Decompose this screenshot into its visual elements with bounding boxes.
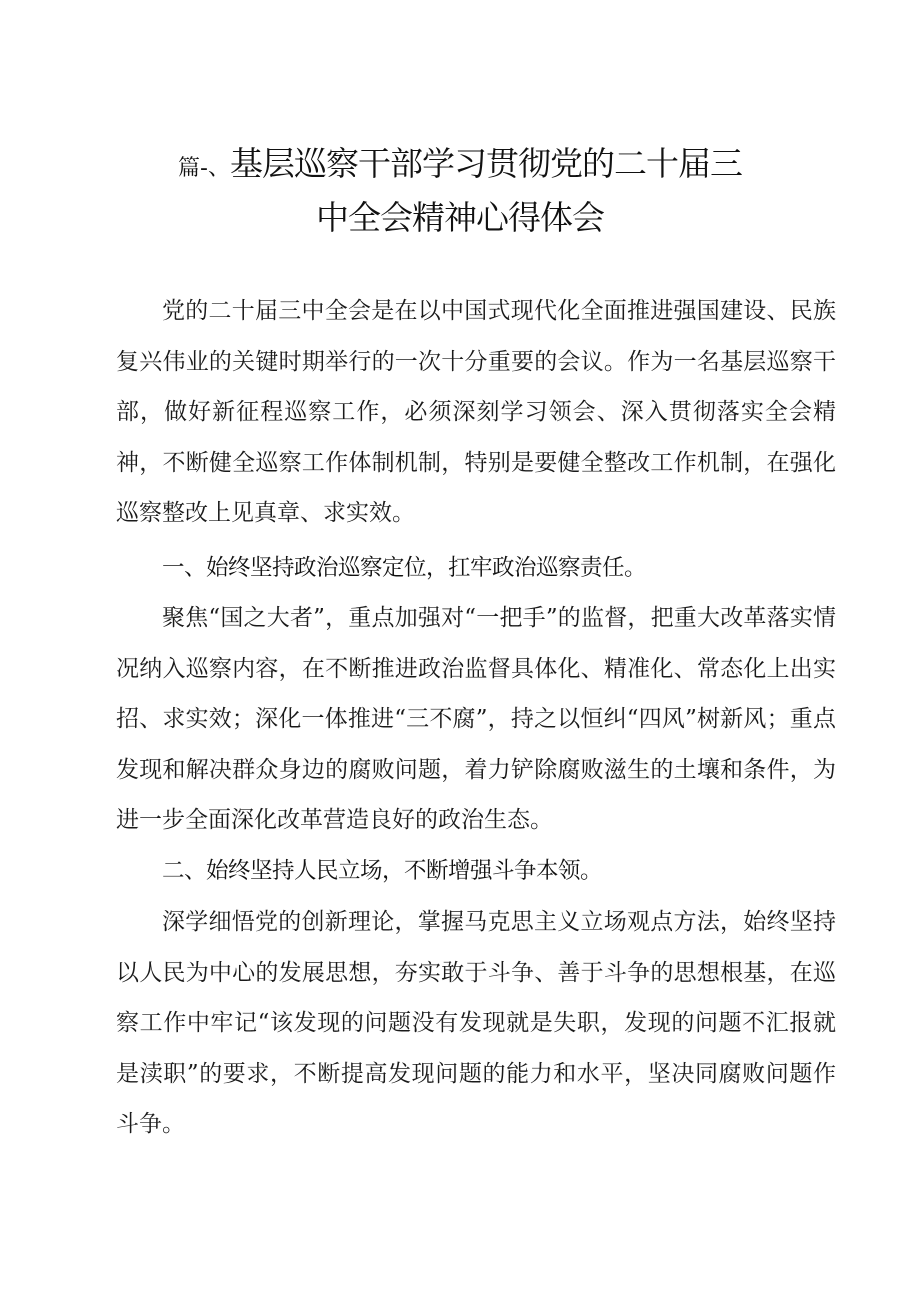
document-title-line-2: 中全会精神心得体会 <box>316 198 604 237</box>
document-title-line-1 <box>110 140 810 193</box>
section-1-body: 聚焦“国之大者”，重点加强对“一把手”的监督，把重大改革落实情况纳入巡察内容，在不断推进政治监督具体化、精准化、常态化上出实招、求实效；深化一体推进“三不腐”，持之以恒纠“四风”树新风；重点发现和解决群众身边的腐败问题，着力铲除腐败滋生的土壤和条件，为进一步全面深化改革营造良好的政治生态。 <box>116 605 836 833</box>
section-2-heading: 二、始终坚持人民立场，不断增强斗争本领。 <box>162 858 603 884</box>
title-text-1: 基层巡察干部学习贯彻党的二十届三 <box>229 144 742 183</box>
section-2-body: 深学细悟党的创新理论，掌握马克思主义立场观点方法，始终坚持以人民为中心的发展思想，夯实敢于斗争、善于斗争的思想根基，在巡察工作中牢记“该发现的问题没有发现就是失职，发现的问题不汇报就是渎职”的要求，不断提高发现问题的能力和水平，坚决同腐败问题作斗争。 <box>116 909 836 1137</box>
intro-paragraph: 党的二十届三中全会是在以中国式现代化全面推进强国建设、民族复兴伟业的关键时期举行的一次十分重要的会议。作为一名基层巡察干部，做好新征程巡察工作，必须深刻学习领会、深入贯彻落实全会精神，不断健全巡察工作体制机制，特别是要健全整改工作机制，在强化巡察整改上见真章、求实效。 <box>116 298 836 526</box>
title-prefix: 篇-、 <box>178 156 230 181</box>
section-1-heading: 一、始终坚持政治巡察定位，扛牢政治巡察责任。 <box>162 555 647 581</box>
